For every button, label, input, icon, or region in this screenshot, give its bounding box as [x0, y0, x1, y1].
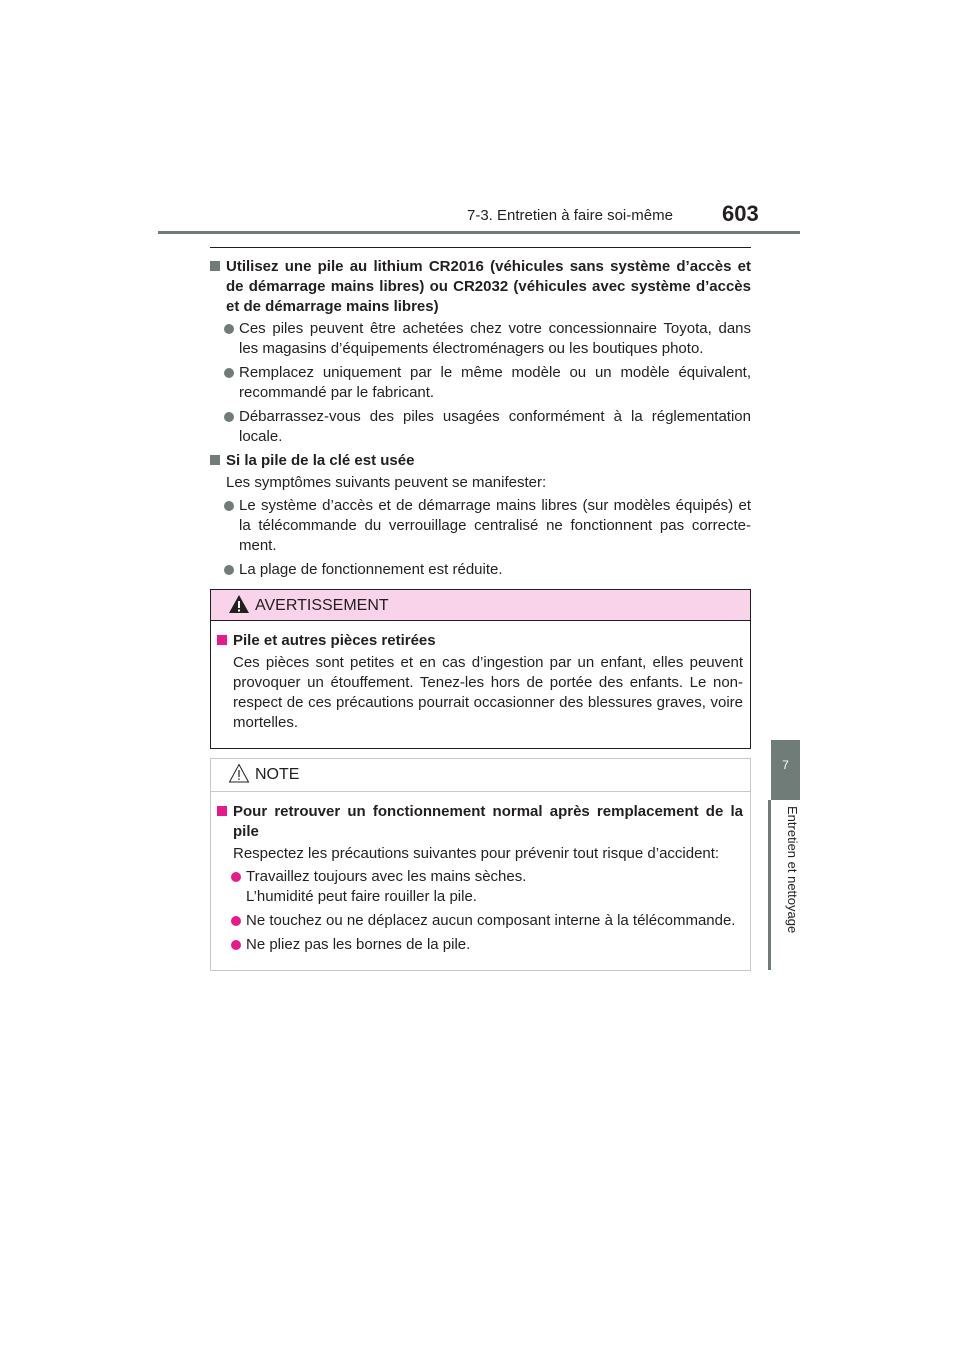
section-heading — [210, 257, 751, 317]
list-item — [217, 935, 743, 955]
square-bullet-icon — [217, 806, 227, 816]
list-item — [217, 911, 743, 931]
list-item-subtext: L’humidité peut faire rouiller la pile. — [246, 888, 477, 905]
note-box — [210, 758, 751, 971]
list-item — [210, 496, 751, 556]
list-item-text: Ne pliez pas les bornes de la pile. — [246, 936, 471, 953]
list-item-text: Travaillez toujours avec les mains sèches. — [246, 868, 527, 885]
warning-title: AVERTISSEMENT — [255, 597, 389, 614]
main-content — [210, 257, 751, 584]
note-header — [211, 759, 750, 792]
heading-text: Pile et autres pièces retirées — [233, 632, 436, 649]
round-bullet-icon — [224, 368, 234, 378]
list-item — [210, 363, 751, 403]
note-body — [211, 792, 750, 955]
round-bullet-icon — [231, 940, 241, 950]
list-item — [210, 560, 751, 580]
caution-triangle-outline-icon — [228, 763, 250, 783]
note-title: NOTE — [255, 766, 300, 783]
round-bullet-icon — [224, 501, 234, 511]
list-item-text: Remplacez uniquement par le même modèle ou un modèle équivalent, recommandé par le fabricant. — [239, 364, 751, 401]
square-bullet-icon — [217, 635, 227, 645]
warning-text: Ces pièces sont petites et en cas d’ingestion par un enfant, elles peuvent provoquer un étouffement. Tenez-les hors de portée des enfants. Le non-respect de ces précautions pourrait occasionner des blessures graves, voire mortelles. — [233, 654, 743, 731]
chapter-label: Entretien et nettoyage — [785, 806, 800, 934]
chapter-side-divider — [768, 800, 771, 970]
warning-triangle-icon — [228, 594, 250, 614]
square-bullet-icon — [210, 261, 220, 271]
section-heading — [210, 451, 751, 471]
list-item-text: Ne touchez ou ne déplacez aucun composant interne à la télécommande. — [246, 912, 736, 929]
chapter-tab: 7 — [771, 740, 800, 800]
list-item-text: Débarrassez-vous des piles usagées conformément à la réglementation locale. — [239, 408, 751, 445]
note-intro: Respectez les précautions suivantes pour prévenir tout risque d’accident: — [233, 845, 720, 862]
list-item-text: La plage de fonctionnement est réduite. — [239, 561, 503, 578]
list-item-text: Ces piles peuvent être achetées chez votre concessionnaire Toyota, dans les magasins d’équipements électroménagers ou les boutiques photo. — [239, 320, 751, 357]
heading-text: Pour retrouver un fonctionnement normal après remplacement de la pile — [233, 803, 743, 840]
square-bullet-icon — [210, 455, 220, 465]
intro-text: Les symptômes suivants peuvent se manifester: — [226, 474, 547, 491]
page-number: 603 — [722, 201, 759, 226]
warning-box — [210, 589, 751, 749]
section-title: 7-3. Entretien à faire soi-même — [467, 207, 673, 224]
note-heading — [217, 802, 743, 842]
heading-text: Utilisez une pile au lithium CR2016 (véhicules sans système d’accès et de démarrage mains libres) ou CR2032 (véhicules avec système d’accès et de démarrage mains libres) — [226, 258, 751, 315]
round-bullet-icon — [224, 565, 234, 575]
list-item — [210, 407, 751, 447]
list-item-text: Le système d’accès et de démarrage mains libres (sur modèles équipés) et la télécommande du verrouillage centralisé ne fonctionnent pas correcte-ment. — [239, 497, 751, 554]
header-divider — [158, 231, 800, 234]
round-bullet-icon — [231, 872, 241, 882]
heading-text: Si la pile de la clé est usée — [226, 452, 415, 469]
round-bullet-icon — [231, 916, 241, 926]
list-item — [217, 867, 743, 907]
warning-body — [211, 621, 750, 733]
list-item — [210, 319, 751, 359]
content-divider — [210, 247, 751, 248]
warning-header — [211, 590, 750, 621]
round-bullet-icon — [224, 412, 234, 422]
round-bullet-icon — [224, 324, 234, 334]
warning-heading — [217, 631, 743, 651]
